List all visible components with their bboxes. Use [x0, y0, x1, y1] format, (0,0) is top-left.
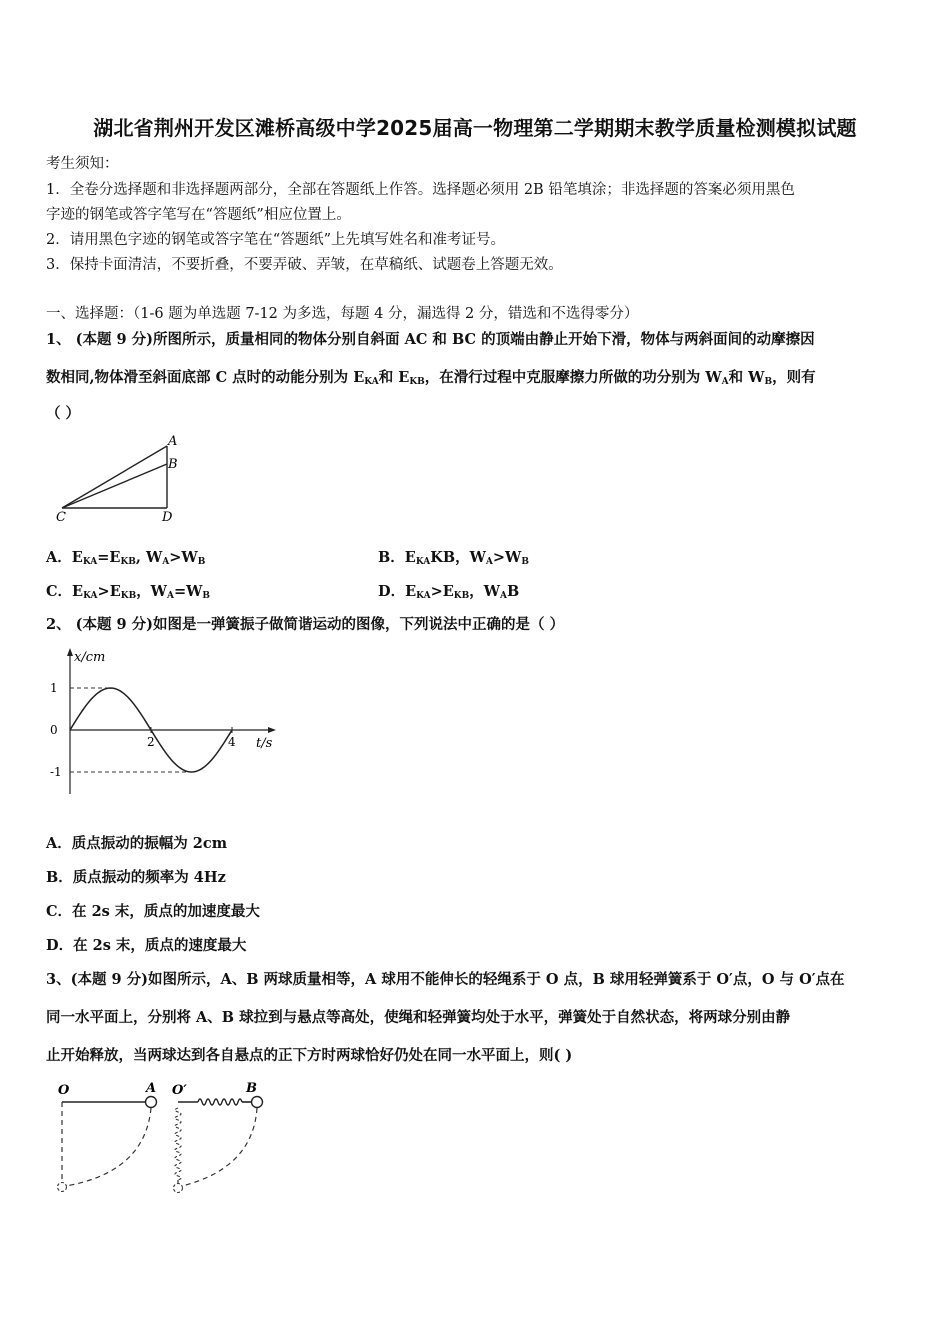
ball-a-path-dashed: [66, 1108, 151, 1186]
q2-option-c[interactable]: C．在 2s 末，质点的加速度最大: [46, 903, 260, 920]
ball-a-bottom: [58, 1183, 67, 1192]
y-tick-label: 1: [50, 681, 58, 695]
notice-heading: 考生须知：: [46, 156, 119, 172]
q1-stem-line-2: 数相同,物体滑至斜面底部 C 点时的动能分别为 $E_{KA}$和 $E_{KB}$，在滑行过程中克服摩擦力所做的功分别为 $W_A$和 $W_B$，则有: [46, 369, 816, 387]
point-o-prime-label: O′: [172, 1083, 187, 1098]
x-tick-label: 2: [147, 735, 155, 749]
notice-item-2: 2．请用黑色字迹的钢笔或答字笔在“答题纸”上先填写姓名和准考证号。: [46, 232, 506, 248]
q1-option-c[interactable]: C．$E_{KA}>E_{KB}$，$W_A=W_B$: [46, 583, 211, 601]
ball-b-path-dashed: [182, 1108, 257, 1186]
y-axis-label: x/cm: [74, 650, 106, 665]
q1-incline-figure: [50, 432, 190, 527]
point-b-label: B: [168, 457, 178, 472]
y-axis-arrow: [67, 648, 73, 656]
q2-stem: 2、 (本题 9 分)如图是一弹簧振子做简谐运动的图像，下列说法中正确的是（ ）: [46, 616, 565, 633]
x-axis-label: t/s: [256, 736, 273, 751]
point-o-label: O: [58, 1083, 70, 1098]
ball-b-label: B: [246, 1081, 257, 1096]
q3-stem-line-3: 止开始释放，当两球达到各自悬点的正下方时两球恰好仍处在同一水平面上，则( ): [46, 1047, 573, 1064]
incline-ac: [62, 446, 167, 508]
page-title: 湖北省荆州开发区滩桥高级中学2025届高一物理第二学期期末教学质量检测模拟试题: [93, 116, 857, 140]
q1-option-d[interactable]: D．$E_{KA}>E_{KB}$，$W_AB$: [378, 583, 520, 601]
q1-option-a[interactable]: A．$E_{KA}=E_{KB}$, $W_A>W_B$: [46, 549, 206, 567]
q3-stem-line-2: 同一水平面上，分别将 A、B 球拉到与悬点等高处，使绳和轻弹簧均处于水平，弹簧处于自然状态，将两球分别由静: [46, 1009, 791, 1026]
q1-stem-line-1: 1、 (本题 9 分)所图所示，质量相同的物体分别自斜面 AC 和 BC 的顶端由静止开始下滑，物体与两斜面间的动摩擦因: [46, 331, 815, 348]
q1-option-b[interactable]: B．$E_{KA}KB$，$W_A>W_B$: [378, 549, 529, 567]
notice-item-1-line-1: 1．全卷分选择题和非选择题两部分，全部在答题纸上作答。选择题必须用 2B 铅笔填涂；非选择题的答案必须用黑色: [46, 182, 795, 198]
q2-shm-chart: [44, 644, 284, 804]
q2-option-a[interactable]: A．质点振动的振幅为 2cm: [46, 835, 228, 852]
q3-stem-line-1: 3、(本题 9 分)如图所示，A、B 两球质量相等，A 球用不能伸长的轻绳系于 O 点，B 球用轻弹簧系于 O′点，O 与 O′点在: [46, 971, 845, 988]
point-c-label: C: [56, 510, 66, 525]
y-tick-label: 0: [50, 723, 58, 737]
q2-option-d[interactable]: D．在 2s 末，质点的速度最大: [46, 937, 247, 954]
spring-horizontal: [198, 1099, 242, 1105]
q1-answer-bracket: （ ）: [46, 405, 81, 422]
point-a-label: A: [168, 434, 178, 449]
notice-item-3: 3．保持卡面清洁，不要折叠，不要弄破、弄皱，在草稿纸、试题卷上答题无效。: [46, 257, 563, 273]
section-heading: 一、选择题：（1-6 题为单选题 7-12 为多选，每题 4 分，漏选得 2 分，错选和不选得零分）: [46, 306, 639, 322]
ball-a: [146, 1097, 157, 1108]
incline-bc: [62, 464, 167, 508]
spring-vertical: [175, 1108, 181, 1180]
point-d-label: D: [162, 510, 173, 525]
x-tick-label: 4: [228, 735, 236, 749]
x-axis-arrow: [268, 727, 276, 733]
y-tick-label: -1: [50, 765, 62, 779]
ball-b: [252, 1097, 263, 1108]
q2-option-b[interactable]: B．质点振动的频率为 4Hz: [46, 869, 226, 886]
q3-pendulum-spring-figure: [50, 1072, 280, 1202]
ball-b-bottom: [174, 1184, 183, 1193]
notice-item-1-line-2: 字迹的钢笔或答字笔写在“答题纸”相应位置上。: [46, 207, 351, 223]
ball-a-label: A: [146, 1081, 157, 1096]
